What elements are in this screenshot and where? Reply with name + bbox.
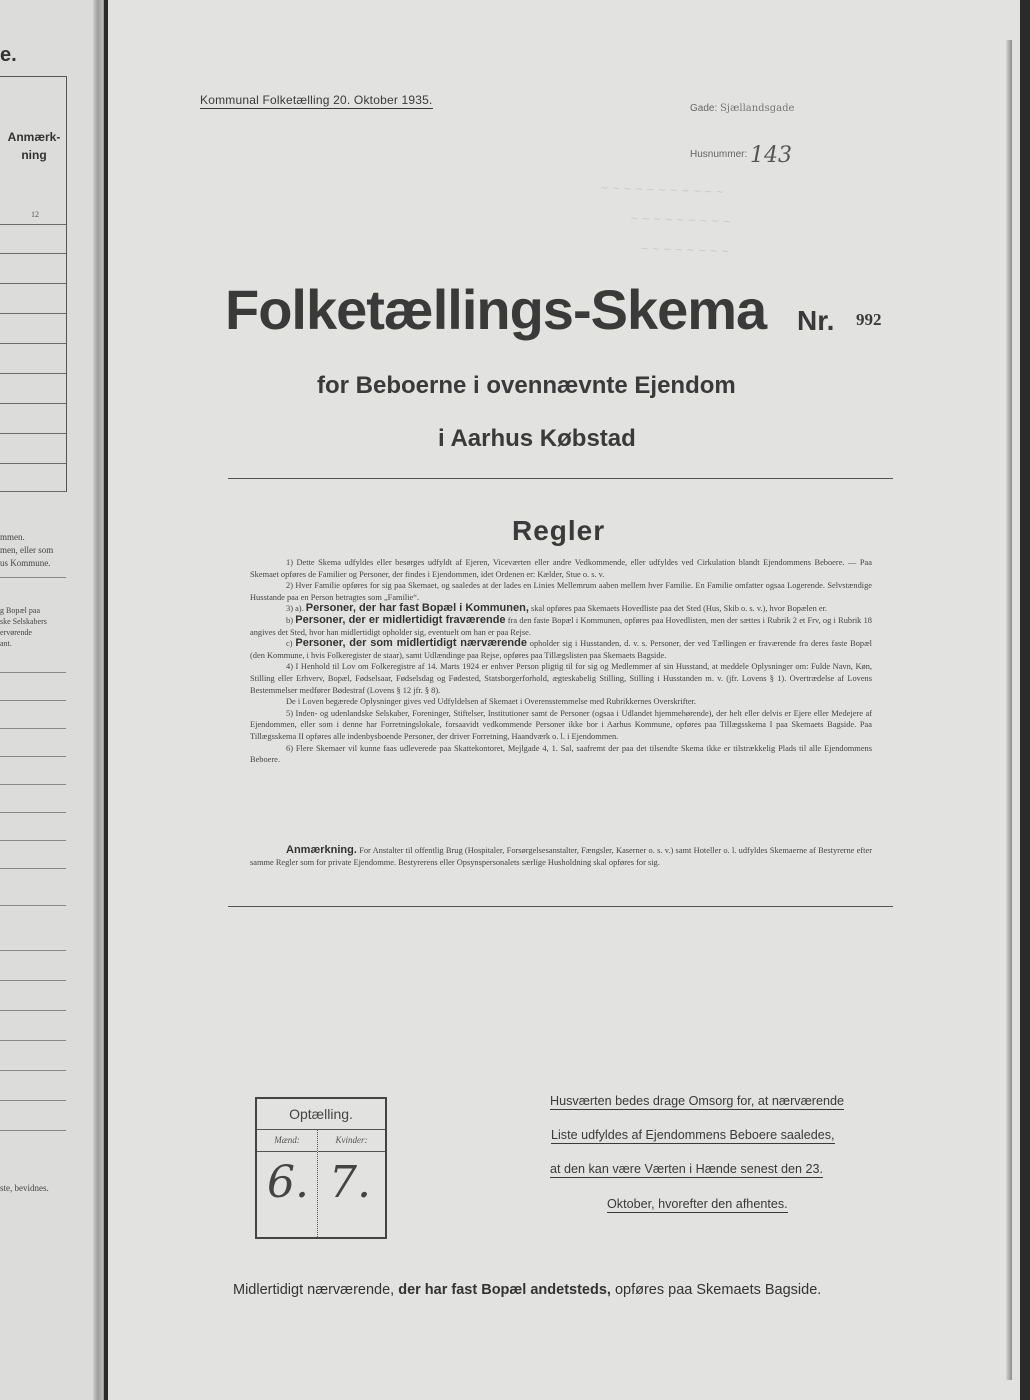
left-page-text: us Kommune.	[0, 558, 51, 568]
rule-3c-number: c)	[286, 639, 293, 649]
table-row	[0, 403, 66, 404]
form-number-label: Nr.	[797, 305, 835, 336]
left-page-rule	[0, 1130, 66, 1131]
women-label: Kvinder:	[318, 1129, 385, 1152]
notice-line: Husværten bedes drage Omsorg for, at nærværende	[550, 1094, 844, 1108]
table-row	[0, 283, 66, 284]
rule-3b-number: b)	[286, 615, 293, 625]
notice-line: Liste udfyldes af Ejendommens Beboere saaledes,	[551, 1128, 835, 1142]
remark-text: For Anstalter til offentlig Brug (Hospitaler, Forsørgelsesanstalter, Fængsler, Kaserner o. s. v.) samt Hoteller o. l. udfyldes Skemaerne af Bestyrerne efter samme Regler som for private Ejendomme. Bestyrerens eller Opsynspersonalets særlige Husholdning skal opføres for sig.	[250, 846, 873, 867]
left-page-rule	[0, 980, 66, 981]
left-page-rule	[0, 1070, 66, 1071]
form-subtitle: for Beboerne i ovennævnte Ejendom	[317, 372, 736, 399]
divider	[228, 478, 893, 479]
rule-3c	[250, 638, 872, 661]
men-label: Mænd:	[257, 1129, 317, 1152]
notice-line: at den kan være Værten i Hænde senest den 23.	[550, 1162, 824, 1176]
left-page-rule	[0, 1040, 66, 1041]
form-number-value: 992	[856, 310, 882, 329]
left-page-text: ste, bevidnes.	[0, 1183, 49, 1193]
left-page-rule	[0, 700, 66, 701]
count-title: Optælling.	[257, 1099, 385, 1130]
left-page-rule	[0, 868, 66, 869]
form-title: Folketællings-Skema	[225, 278, 767, 341]
left-page-text: men, eller som	[0, 545, 54, 555]
table-row	[0, 343, 66, 344]
left-page-text: ant.	[0, 639, 12, 648]
rule-3b-heading: Personer, der er midlertidigt fraværende	[295, 613, 506, 626]
rule-5: 5) Inden- og udenlandske Selskaber, Foreninger, Stiftelser, Institutioner samt de Personer (ogsaa i Udlandet hjemmehørende), der helt eller delvis er Ejere eller Medejere af Ejendommen, eller som i denne har Forretningslokale, forsaavidt vedkommende Personer ikke bor i Aarhus Kommune, opføres paa Tillægsskema I paa Skemaets Bagside. Paa Tillægsskema II opføres alle indenbysboende Personer, der driver Forretning, Haandværk o. l. i Ejendommen.	[250, 708, 872, 741]
remark-section	[250, 845, 872, 868]
left-page-column-number: 12	[31, 210, 39, 219]
divider	[228, 906, 893, 907]
gade-field	[690, 103, 794, 114]
count-box	[255, 1097, 387, 1239]
left-page-heading: e.	[0, 44, 17, 66]
rule-3a-number: 3) a).	[286, 604, 304, 614]
table-row	[0, 313, 66, 314]
left-page	[0, 0, 104, 1400]
left-page-text: g Bopæl paa	[0, 606, 40, 615]
table-row	[0, 224, 66, 225]
left-page-rule	[0, 905, 66, 906]
left-page-rule	[0, 728, 66, 729]
rules-body	[250, 557, 872, 766]
page-edge	[1006, 40, 1012, 1380]
left-page-rule	[0, 672, 66, 673]
table-row	[0, 463, 66, 464]
table-row	[0, 253, 66, 254]
notice-line: Oktober, hvorefter den afhentes.	[607, 1197, 788, 1211]
left-page-rule	[0, 784, 66, 785]
table-row	[0, 491, 66, 492]
left-page-text: ervørende	[0, 628, 32, 637]
footer-note	[233, 1282, 821, 1298]
gade-label: Gade:	[690, 103, 718, 114]
left-page-rule	[0, 1100, 66, 1101]
rule-3a-heading: Personer, der har fast Bopæl i Kommunen,	[305, 602, 529, 615]
rule-3a-text: skal opføres paa Skemaets Hovedliste paa det Sted (Hus, Skib o. s. v.), hvor Bopælen er.	[530, 604, 827, 614]
rule-3c-heading: Personer, der som midlertidigt nærværende	[295, 637, 527, 650]
census-header: Kommunal Folketælling 20. Oktober 1935.	[200, 93, 433, 107]
left-page-rule	[0, 812, 66, 813]
rule-3c-text: opholder sig i Husstanden, d. v. s. Personer, der ved Tællingen er fraværende fra deres faste Bopæl (den Kommune, i hvis Folkeregister de staar), samt Udlændinge paa Rejse, opføres paa Tillægslisten paa Skemaets Bagside.	[250, 639, 873, 660]
rule-3b-text: fra den faste Bopæl i Kommunen, opføres paa Hovedlisten, men der sættes i Rubrik 2 et Frv, og i Rubrik 18 angives det Sted, hvor han midlertidigt opholder sig, eventuelt om han er paa Rejse.	[250, 615, 872, 637]
women-count: 7.	[329, 1157, 371, 1208]
left-page-rule	[0, 1010, 66, 1011]
left-page-column-title: Anmærk-ning	[7, 130, 61, 162]
footer-pre: Midlertidigt nærværende,	[233, 1282, 395, 1298]
gade-value: Sjællandsgade	[720, 103, 795, 114]
bleed-through-handwriting: ~ ~ ~ ~ ~ ~ ~ ~	[639, 243, 730, 258]
husnummer-value: 143	[750, 143, 793, 168]
rule-4b: De i Loven begærede Oplysninger gives ved Udfyldelsen af Skemaet i Overensstemmelse med Rubrikkernes Overskrifter.	[286, 697, 697, 707]
rule-3b	[250, 615, 872, 638]
footer-bold: der har fast Bopæl andetsteds,	[398, 1282, 611, 1298]
bleed-through-handwriting: ~ ~ ~ ~ ~ ~ ~ ~ ~	[629, 213, 732, 228]
remark-label: Anmærkning.	[286, 844, 357, 856]
count-divider	[317, 1129, 319, 1237]
left-page-text: ske Selskabers	[0, 617, 47, 626]
husnummer-field	[690, 138, 793, 168]
footer-post: opføres paa Skemaets Bagside.	[614, 1282, 822, 1298]
book-spine	[93, 0, 103, 1400]
table-row	[0, 433, 66, 434]
left-page-rule	[0, 840, 66, 841]
left-page-rule	[0, 577, 66, 578]
rule-6: 6) Flere Skemaer vil kunne faas udleverede paa Skattekontoret, Mejlgade 4, 1. Sal, saafremt der paa det tilsendte Skema ikke er tilstrækkelig Plads til alle Ejendommens Beboere.	[250, 743, 872, 765]
rule-2: 2) Hver Familie opføres for sig paa Skemaet, og saaledes at der lades en Linies Mellemrum aaben mellem hver Familie. En Familie omfatter ogsaa Logerende. Selvstændige Husstande paa en Person betragtes som „Familie“.	[250, 581, 872, 602]
rules-heading: Regler	[512, 515, 606, 546]
left-page-rule	[0, 950, 66, 951]
table-row	[0, 373, 66, 374]
left-page-text: mmen.	[0, 532, 25, 542]
left-page-rule	[0, 756, 66, 757]
husnummer-label: Husnummer:	[690, 149, 748, 160]
men-count: 6.	[267, 1157, 309, 1208]
rule-4: 4) I Henhold til Lov om Folkeregistre af 14. Marts 1924 er enhver Person pligtig til for sig og Medlemmer af sin Husstand, at meddele Oplysninger om: Fulde Navn, Køn, Stilling eller Erhverv, Bopæl, Fødselsaar, Fødselsdag og Fødested, Statsborgerforhold, ægteskabelig Stilling, Stilling i Husstanden m. v. (jfr. Lovens § 1). Overtrædelse af Lovens Bestemmelser medfører Bødestraf (Lovens § 12 jfr. § 8).	[250, 662, 872, 695]
rule-1: 1) Dette Skema udfyldes eller besørges udfyldt af Ejeren, Viceværten eller andre Vedkommende, eller udfyldes ved Cirkulation blandt Ejendommens Beboere. — Paa Skemaet opføres de Familier og Personer, der findes i Ejendommen, idet Ordenen er: Kælder, Stue o. s. v.	[250, 558, 872, 579]
form-subtitle-city: i Aarhus Købstad	[438, 425, 636, 452]
bleed-through-handwriting: ~ ~ ~ ~ ~ ~ ~ ~ ~ ~ ~	[599, 182, 725, 199]
